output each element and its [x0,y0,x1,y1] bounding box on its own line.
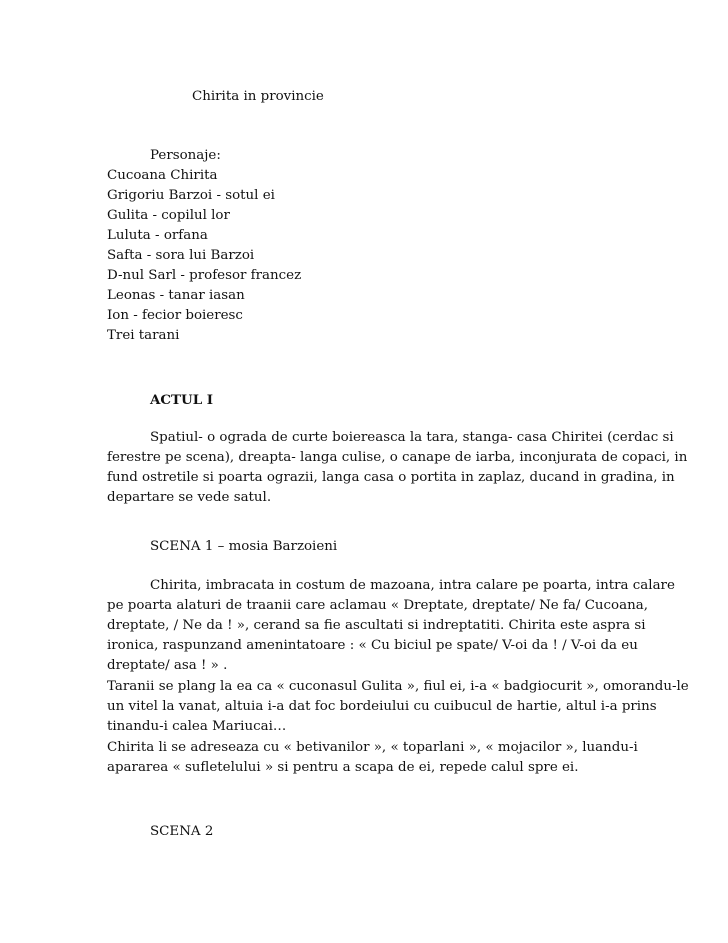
setting-line: fund ostretile si poarta ograzii, langa casa o portita in zaplaz, ducand in gradina, in [107,470,675,485]
character-line: Grigoriu Barzoi - sotul ei [107,188,275,203]
scene1-line: tinandu-i calea Mariucai… [107,719,287,734]
setting-line: ferestre pe scena), dreapta- langa culise, o canape de iarba, inconjurata de copaci, in [107,450,688,465]
character-line: Safta - sora lui Barzoi [107,248,255,263]
scene1-line: apararea « sufletelului » si pentru a scapa de ei, repede calul spre ei. [107,760,579,775]
setting-line: departare se vede satul. [107,490,272,505]
personaje-heading: Personaje: [150,148,221,163]
scene1-line: un vitel la vanat, altuia i-a dat foc bordeiului cu cuibucul de hartie, altul i-a prins [107,699,657,714]
scene1-line: Chirita li se adreseaza cu « betivanilor », « toparlani », « mojacilor », luandu-i [107,740,638,755]
character-line: Luluta - orfana [107,228,208,243]
scene1-line: Taranii se plang la ea ca « cuconasul Gulita », fiul ei, i-a « badgiocurit », omorandu-le [107,679,689,694]
character-line: Ion - fecior boieresc [107,308,243,323]
scene2-heading: SCENA 2 [150,824,214,839]
scene1-heading: SCENA 1 – mosia Barzoieni [150,539,338,554]
scene1-line: pe poarta alaturi de traanii care aclamau « Dreptate, dreptate/ Ne fa/ Cucoana, [107,598,648,613]
scene1-line: Chirita, imbracata in costum de mazoana, intra calare pe poarta, intra calare [150,578,675,593]
setting-line: Spatiul- o ograda de curte boiereasca la tara, stanga- casa Chiritei (cerdac si [150,430,674,445]
character-line: Leonas - tanar iasan [107,288,245,303]
character-line: Trei tarani [107,328,180,343]
act-heading: ACTUL I [150,392,214,408]
character-line: Cucoana Chirita [107,168,218,183]
scene1-line: dreptate/ asa ! » . [107,658,228,673]
document-title: Chirita in provincie [192,89,324,104]
character-line: D-nul Sarl - profesor francez [107,268,302,283]
scene1-line: ironica, raspunzand amenintatoare : « Cu biciul pe spate/ V-oi da ! / V-oi da eu [107,638,638,653]
scene1-line: dreptate, / Ne da ! », cerand sa fie ascultati si indreptatiti. Chirita este aspra si [107,618,646,633]
character-line: Gulita - copilul lor [107,208,230,223]
